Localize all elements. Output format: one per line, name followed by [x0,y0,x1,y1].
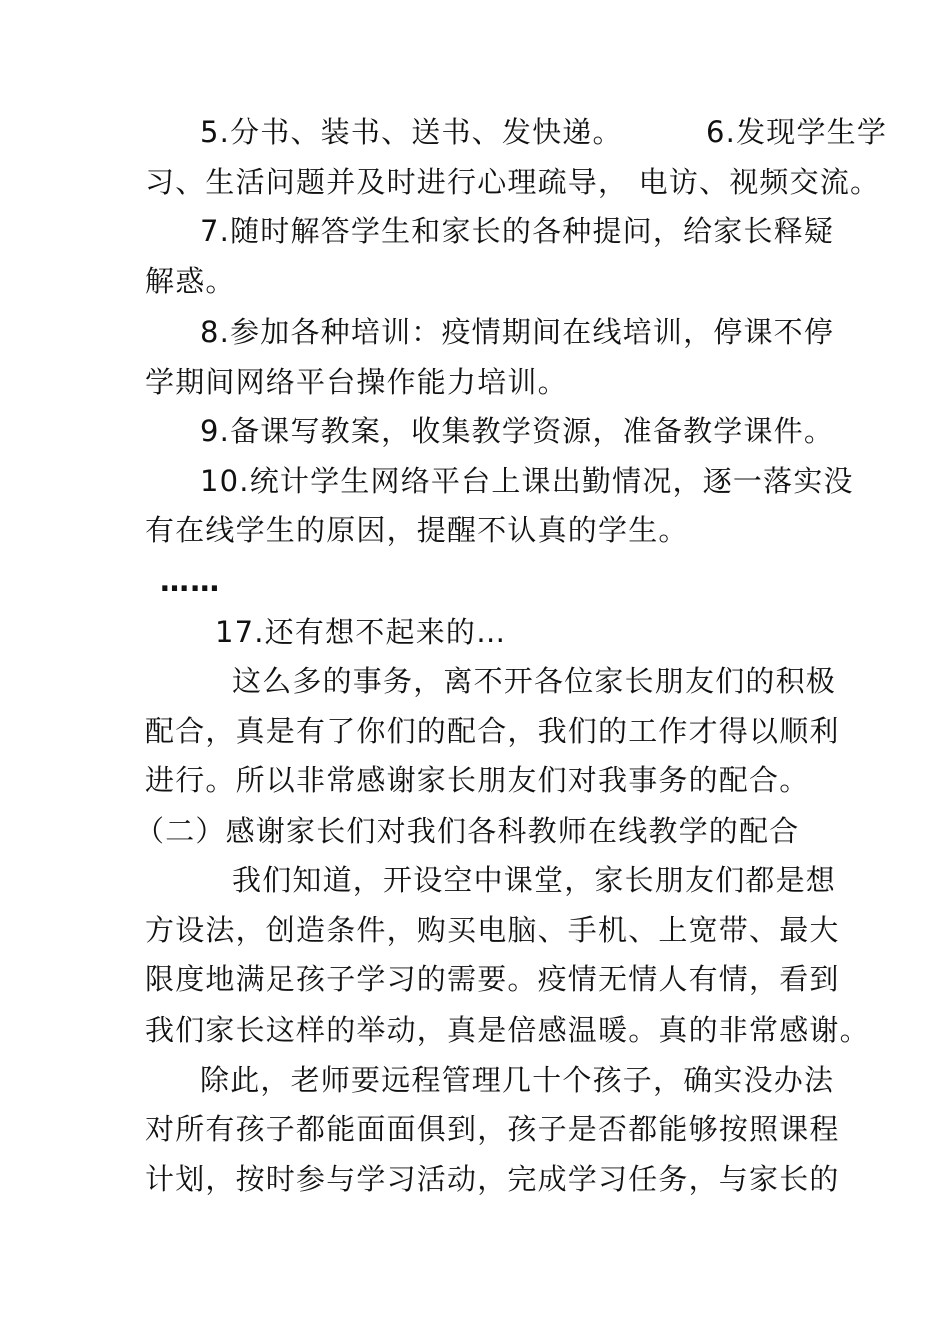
text-line: 习、生活问题并及时进行心理疏导， 电访、视频交流。 [145,165,881,199]
text-line: 解惑。 [145,264,236,298]
text-line: 限度地满足孩子学习的需要。疫情无情人有情，看到 [145,962,840,996]
text-line: 我们知道，开设空中课堂，家长朋友们都是想 [232,863,837,897]
ellipsis-line: …… [160,564,221,598]
text-line: 我们家长这样的举动，真是倍感温暖。真的非常感谢。 [145,1013,870,1047]
text-line: 8.参加各种培训：疫情期间在线培训，停课不停 [200,315,835,349]
text-line: 17.还有想不起来的… [215,615,507,649]
text-line: 进行。所以非常感谢家长朋友们对我事务的配合。 [145,763,810,797]
text-line: 配合，真是有了你们的配合，我们的工作才得以顺利 [145,714,840,748]
text-line: 计划，按时参与学习活动，完成学习任务，与家长的 [145,1162,840,1196]
text-line: 5.分书、装书、送书、发快递。 6.发现学生学 [200,115,888,149]
text-line: 除此，老师要远程管理几十个孩子，确实没办法 [200,1063,835,1097]
section-heading: （二）感谢家长们对我们各科教师在线教学的配合 [135,814,800,848]
text-line: 学期间网络平台操作能力培训。 [145,365,568,399]
text-line: 这么多的事务，离不开各位家长朋友们的积极 [232,664,837,698]
text-line: 有在线学生的原因，提醒不认真的学生。 [145,513,689,547]
text-line: 7.随时解答学生和家长的各种提问，给家长释疑 [200,214,835,248]
text-line: 对所有孩子都能面面俱到，孩子是否都能够按照课程 [145,1112,840,1146]
text-line: 9.备课写教案，收集教学资源，准备教学课件。 [200,414,835,448]
text-line: 方设法，创造条件，购买电脑、手机、上宽带、最大 [145,913,840,947]
text-line: 10.统计学生网络平台上课出勤情况，逐一落实没 [200,464,854,498]
